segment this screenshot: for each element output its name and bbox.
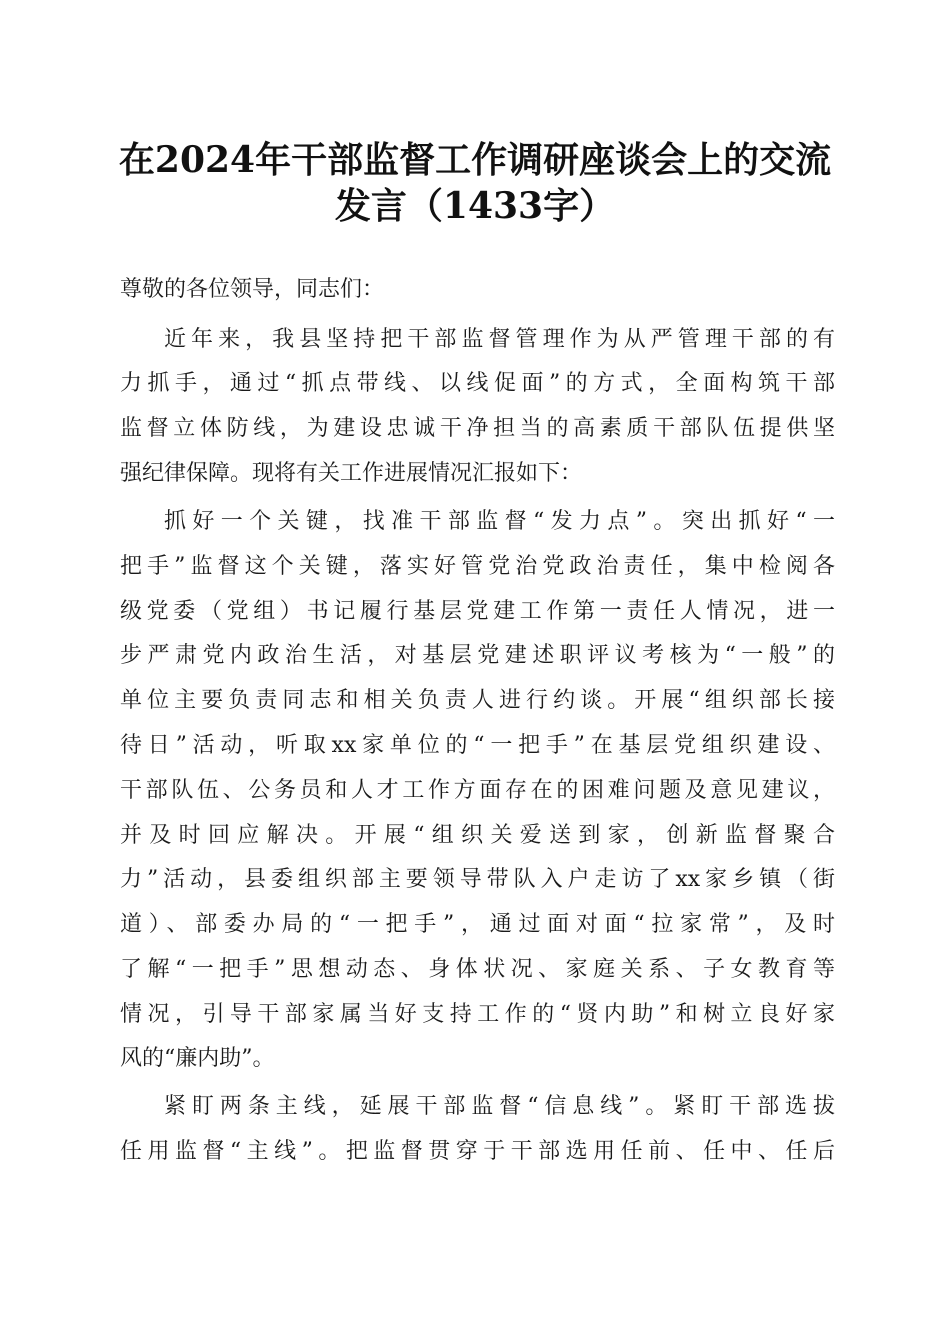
- paragraph-2-line-12: 情况，引导干部家属当好支持工作的“贤内助”和树立良好家: [120, 1002, 835, 1027]
- paragraph-3-line-2: 任用监督“主线”。把监督贯穿于干部选用任前、任中、任后: [120, 1139, 835, 1164]
- paragraph-1-line-2: 力抓手，通过“抓点带线、以线促面”的方式，全面构筑干部: [120, 371, 835, 396]
- paragraph-2-line-5: 单位主要负责同志和相关负责人进行约谈。开展“组织部长接: [120, 688, 835, 713]
- paragraph-2-line-2: 把手”监督这个关键，落实好管党治党政治责任，集中检阅各: [120, 554, 835, 579]
- paragraph-2-line-4: 步严肃党内政治生活，对基层党建述职评议考核为“一般”的: [120, 643, 835, 668]
- paragraph-3-line-1: 紧盯两条主线，延展干部监督“信息线”。紧盯干部选拔: [164, 1094, 835, 1119]
- document-title-line-2: 发言（1433字）: [334, 185, 616, 227]
- paragraph-2-line-3: 级党委（党组）书记履行基层党建工作第一责任人情况，进一: [120, 599, 835, 624]
- salutation: 尊敬的各位领导，同志们：: [120, 277, 385, 302]
- paragraph-2-line-1: 抓好一个关键，找准干部监督“发力点”。突出抓好“一: [164, 509, 835, 534]
- document-title-line-1: 在2024年干部监督工作调研座谈会上的交流: [118, 139, 832, 181]
- paragraph-2-line-6: 待日”活动，听取xx家单位的“一把手”在基层党组织建设、: [120, 733, 835, 758]
- paragraph-2-line-7: 干部队伍、公务员和人才工作方面存在的困难问题及意见建议，: [120, 778, 835, 803]
- paragraph-2-line-9: 力”活动，县委组织部主要领导带队入户走访了xx家乡镇（街: [120, 867, 835, 892]
- paragraph-1-line-1: 近年来，我县坚持把干部监督管理作为从严管理干部的有: [164, 327, 835, 352]
- paragraph-1-line-4: 强纪律保障。现将有关工作进展情况汇报如下：: [120, 461, 583, 486]
- paragraph-2-line-10: 道）、部委办局的“一把手”，通过面对面“拉家常”，及时: [120, 912, 835, 937]
- paragraph-2-line-8: 并及时回应解决。开展“组织关爱送到家，创新监督聚合: [120, 823, 835, 848]
- paragraph-2-line-11: 了解“一把手”思想动态、身体状况、家庭关系、子女教育等: [120, 957, 835, 982]
- paragraph-1-line-3: 监督立体防线，为建设忠诚干净担当的高素质干部队伍提供坚: [120, 416, 835, 441]
- paragraph-2-line-13: 风的“廉内助”。: [120, 1046, 275, 1071]
